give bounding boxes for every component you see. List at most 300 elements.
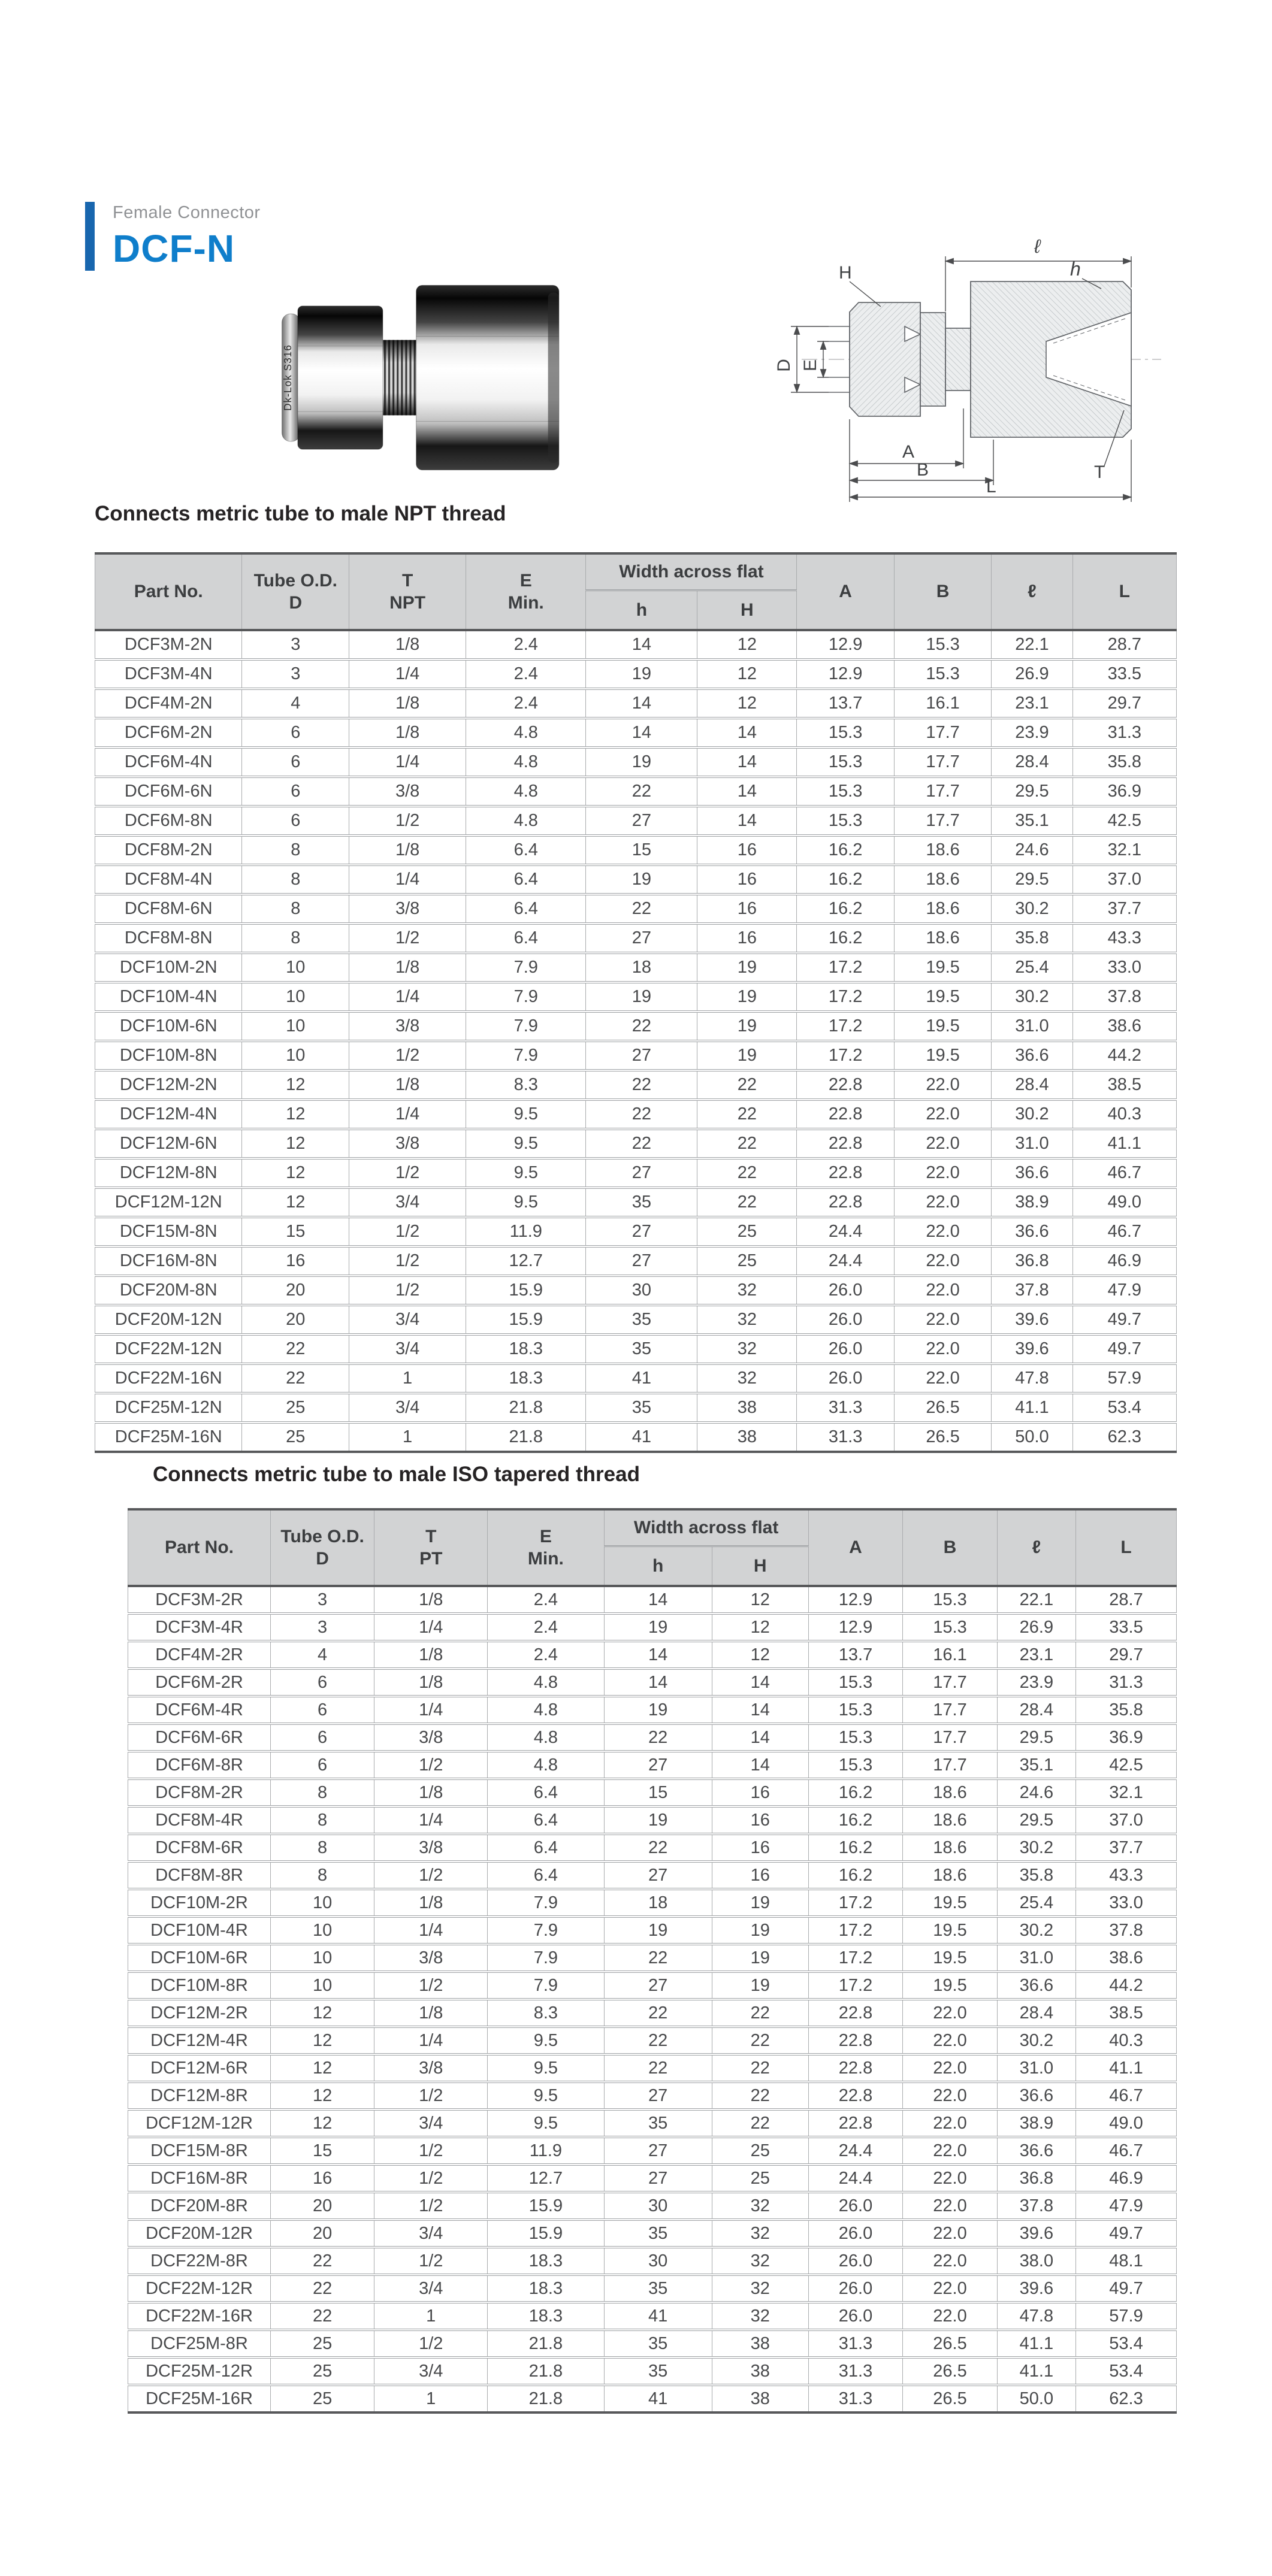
cell: DCF10M-4N — [95, 982, 242, 1012]
cell: 19.5 — [903, 1917, 998, 1944]
cell: 22.0 — [903, 2165, 998, 2192]
cell: 15.9 — [466, 1305, 586, 1334]
cell: 27 — [586, 1158, 697, 1188]
table-row — [128, 2220, 1177, 2247]
cell: 17.7 — [894, 777, 991, 806]
cell: 36.8 — [997, 2165, 1075, 2192]
cell: 37.8 — [1072, 982, 1176, 1012]
cell: 16.2 — [797, 924, 894, 953]
cell: 3/8 — [349, 1129, 466, 1158]
cell: 19.5 — [903, 1944, 998, 1972]
table-body — [95, 630, 1177, 1452]
cell: DCF4M-2N — [95, 689, 242, 718]
cell: 12 — [712, 1641, 808, 1669]
cell: 36.9 — [1072, 777, 1176, 806]
cell: 19.5 — [903, 1889, 998, 1917]
cell: 1/2 — [349, 1158, 466, 1188]
cell: 3/8 — [349, 894, 466, 924]
cell: 1/8 — [349, 689, 466, 718]
cell: 25 — [242, 1422, 349, 1452]
cell: 29.5 — [997, 1806, 1075, 1834]
cell: DCF12M-12R — [128, 2109, 271, 2137]
cell: 14 — [586, 689, 697, 718]
cell: 17.2 — [797, 1041, 894, 1070]
cell: 38.5 — [1072, 1070, 1176, 1100]
cell: 22.0 — [894, 1129, 991, 1158]
cell: 1/8 — [349, 1070, 466, 1100]
cell: 36.6 — [992, 1217, 1072, 1246]
cell: 4.8 — [466, 806, 586, 836]
cell: 18.3 — [488, 2275, 604, 2302]
cell: 22 — [242, 1364, 349, 1393]
cell: 15.3 — [903, 1586, 998, 1614]
table-row — [95, 689, 1177, 718]
cell: 21.8 — [488, 2385, 604, 2412]
cell: DCF10M-2R — [128, 1889, 271, 1917]
col-header-thread — [349, 553, 466, 630]
cell: 22 — [586, 1100, 697, 1129]
cell: 37.0 — [1076, 1806, 1177, 1834]
header-line: T — [425, 1526, 437, 1546]
cell: 32 — [712, 2247, 808, 2275]
cell: 1/2 — [349, 806, 466, 836]
cell: 12 — [242, 1129, 349, 1158]
cell: 36.9 — [1076, 1724, 1177, 1751]
table-row — [128, 2357, 1177, 2385]
technical-drawing — [766, 222, 1242, 506]
cell: 22 — [604, 2054, 712, 2082]
cell: 27 — [586, 806, 697, 836]
cell: 19 — [697, 1012, 797, 1041]
cell: DCF8M-8N — [95, 924, 242, 953]
cell: 47.8 — [992, 1364, 1072, 1393]
col-header-tube-od — [271, 1509, 374, 1586]
cell: 6 — [242, 718, 349, 747]
cell: 18.6 — [903, 1861, 998, 1889]
cell: 1/2 — [374, 2165, 488, 2192]
iso-table-section — [128, 1463, 1177, 2414]
cell: 8 — [271, 1861, 374, 1889]
cell: 8 — [242, 836, 349, 865]
cell: DCF15M-8N — [95, 1217, 242, 1246]
cell: 23.1 — [997, 1641, 1075, 1669]
col-header-a: A — [808, 1509, 903, 1586]
cell: 19 — [697, 982, 797, 1012]
cell: 14 — [697, 747, 797, 777]
cell: 16 — [271, 2165, 374, 2192]
cell: 4.8 — [488, 1696, 604, 1724]
cell: 23.9 — [997, 1669, 1075, 1696]
cell: 26.0 — [797, 1364, 894, 1393]
cell: 15 — [242, 1217, 349, 1246]
cell: 46.9 — [1072, 1246, 1176, 1276]
cell: 2.4 — [466, 689, 586, 718]
cell: 16 — [697, 836, 797, 865]
cell: 19 — [604, 1806, 712, 1834]
cell: 41.1 — [1076, 2054, 1177, 2082]
cell: 21.8 — [466, 1422, 586, 1452]
cell: 8.3 — [488, 1999, 604, 2027]
cell: 13.7 — [808, 1641, 903, 1669]
cell: 30 — [604, 2192, 712, 2220]
cell: 1/4 — [374, 2027, 488, 2054]
cell: 32 — [712, 2192, 808, 2220]
col-header-e-min — [488, 1509, 604, 1586]
cell: 30.2 — [997, 1834, 1075, 1861]
cell: 1/8 — [374, 1779, 488, 1806]
cell: 22.0 — [903, 2192, 998, 2220]
cell: 37.8 — [997, 2192, 1075, 2220]
cell: DCF6M-6N — [95, 777, 242, 806]
cell: 44.2 — [1072, 1041, 1176, 1070]
cell: 1/8 — [374, 1669, 488, 1696]
cell: 49.7 — [1072, 1334, 1176, 1364]
cell: 6.4 — [488, 1806, 604, 1834]
cell: 25 — [697, 1246, 797, 1276]
cell: 17.7 — [903, 1751, 998, 1779]
cell: 17.7 — [903, 1696, 998, 1724]
cell: 8 — [242, 894, 349, 924]
cell: 22.8 — [797, 1129, 894, 1158]
dim-E: E — [800, 359, 820, 372]
cell: 41.1 — [992, 1393, 1072, 1422]
dim-l: ℓ — [1034, 235, 1041, 257]
cell: DCF4M-2R — [128, 1641, 271, 1669]
cell: DCF6M-4R — [128, 1696, 271, 1724]
cell: 50.0 — [997, 2385, 1075, 2412]
cell: 46.9 — [1076, 2165, 1177, 2192]
cell: 41.1 — [997, 2357, 1075, 2385]
cell: 1/2 — [374, 1751, 488, 1779]
cell: 38.5 — [1076, 1999, 1177, 2027]
table-row — [128, 1724, 1177, 1751]
cell: 25 — [271, 2357, 374, 2385]
cell: DCF12M-2N — [95, 1070, 242, 1100]
cell: 8 — [271, 1834, 374, 1861]
cell: 30.2 — [992, 894, 1072, 924]
product-photo — [273, 268, 590, 487]
col-header-width-across-flat: Width across flat — [586, 553, 797, 591]
cell: 25 — [712, 2137, 808, 2165]
cell: 11.9 — [466, 1217, 586, 1246]
cell: 15.3 — [797, 718, 894, 747]
cell: 11.9 — [488, 2137, 604, 2165]
cell: 12 — [697, 689, 797, 718]
cell: 19.5 — [894, 982, 991, 1012]
cell: 1/2 — [349, 1217, 466, 1246]
col-header-l-small: ℓ — [997, 1509, 1075, 1586]
cell: 8 — [271, 1806, 374, 1834]
cell: 19 — [697, 953, 797, 982]
table-row — [128, 1806, 1177, 1834]
cell: 22.8 — [797, 1188, 894, 1217]
cell: 30.2 — [992, 1100, 1072, 1129]
cell: 17.7 — [894, 718, 991, 747]
cell: 43.3 — [1072, 924, 1176, 953]
cell: DCF3M-2R — [128, 1586, 271, 1614]
cell: DCF20M-12R — [128, 2220, 271, 2247]
cell: 1 — [349, 1422, 466, 1452]
cell: 18 — [586, 953, 697, 982]
cell: 22 — [586, 894, 697, 924]
cell: 23.1 — [992, 689, 1072, 718]
cell: 22 — [697, 1188, 797, 1217]
cell: 22.0 — [903, 2220, 998, 2247]
cell: 39.6 — [997, 2220, 1075, 2247]
cell: 22.0 — [903, 2027, 998, 2054]
cell: 26.0 — [808, 2302, 903, 2330]
cell: 31.3 — [797, 1422, 894, 1452]
cell: 20 — [242, 1305, 349, 1334]
cell: 16.2 — [797, 894, 894, 924]
table-row — [128, 1917, 1177, 1944]
cell: DCF6M-8N — [95, 806, 242, 836]
cell: 25.4 — [997, 1889, 1075, 1917]
cell: 1/2 — [374, 2330, 488, 2357]
cell: 48.1 — [1076, 2247, 1177, 2275]
table-row — [95, 1070, 1177, 1100]
table-body — [128, 1586, 1177, 2412]
npt-spec-table — [95, 552, 1177, 1453]
cell: 35 — [586, 1393, 697, 1422]
cell: 4.8 — [488, 1669, 604, 1696]
cell: 2.4 — [488, 1641, 604, 1669]
cell: 32 — [697, 1334, 797, 1364]
cell: 35 — [586, 1334, 697, 1364]
cell: 3/8 — [374, 1834, 488, 1861]
cell: 3/4 — [349, 1393, 466, 1422]
cell: 25.4 — [992, 953, 1072, 982]
cell: 38.6 — [1072, 1012, 1176, 1041]
cell: 22.0 — [894, 1158, 991, 1188]
cell: DCF12M-6R — [128, 2054, 271, 2082]
cell: 26.5 — [903, 2330, 998, 2357]
cell: 1/4 — [349, 982, 466, 1012]
table-row — [128, 2137, 1177, 2165]
cell: 38 — [712, 2385, 808, 2412]
cell: 1/2 — [349, 1041, 466, 1070]
cell: 31.0 — [992, 1129, 1072, 1158]
col-header-e-min — [466, 553, 586, 630]
cell: 18.6 — [903, 1779, 998, 1806]
cell: DCF8M-8R — [128, 1861, 271, 1889]
cell: 53.4 — [1076, 2330, 1177, 2357]
cell: 16 — [697, 894, 797, 924]
cell: DCF10M-2N — [95, 953, 242, 982]
cell: 38 — [697, 1422, 797, 1452]
cell: 1/4 — [374, 1696, 488, 1724]
cell: 22.0 — [894, 1217, 991, 1246]
cell: 3/4 — [349, 1305, 466, 1334]
cell: 7.9 — [488, 1972, 604, 1999]
cell: 31.3 — [808, 2357, 903, 2385]
cell: DCF3M-4N — [95, 659, 242, 689]
cell: 4.8 — [488, 1724, 604, 1751]
cell: DCF20M-8N — [95, 1276, 242, 1305]
cell: 14 — [712, 1751, 808, 1779]
cell: 31.3 — [797, 1393, 894, 1422]
cell: 7.9 — [488, 1917, 604, 1944]
cell: 22.0 — [894, 1305, 991, 1334]
cell: 16.2 — [808, 1834, 903, 1861]
cell: 37.0 — [1072, 865, 1176, 894]
table-row — [128, 1614, 1177, 1641]
table-row — [128, 2054, 1177, 2082]
cell: 37.8 — [1076, 1917, 1177, 1944]
cell: 35.8 — [997, 1861, 1075, 1889]
product-code: DCF-N — [113, 227, 235, 270]
header-line: E — [519, 570, 532, 591]
cell: 22.0 — [903, 2109, 998, 2137]
cell: 43.3 — [1076, 1861, 1177, 1889]
cell: 25 — [712, 2165, 808, 2192]
cell: 3/4 — [374, 2357, 488, 2385]
cell: 3/8 — [374, 2054, 488, 2082]
cell: 16 — [712, 1779, 808, 1806]
cell: 41 — [604, 2302, 712, 2330]
cell: 19.5 — [894, 953, 991, 982]
cell: 24.6 — [992, 836, 1072, 865]
cell: DCF22M-12R — [128, 2275, 271, 2302]
cell: 32 — [712, 2302, 808, 2330]
cell: 37.7 — [1076, 1834, 1177, 1861]
cell: 3/8 — [374, 1724, 488, 1751]
cell: 19 — [712, 1889, 808, 1917]
cell: DCF16M-8N — [95, 1246, 242, 1276]
cell: 36.8 — [992, 1246, 1072, 1276]
cell: 18.6 — [894, 924, 991, 953]
cell: 30.2 — [992, 982, 1072, 1012]
cell: 9.5 — [488, 2027, 604, 2054]
cell: 31.3 — [1076, 1669, 1177, 1696]
cell: 8 — [271, 1779, 374, 1806]
cell: 6.4 — [466, 894, 586, 924]
cell: DCF20M-8R — [128, 2192, 271, 2220]
cell: 18.6 — [894, 865, 991, 894]
cell: 57.9 — [1072, 1364, 1176, 1393]
cell: 49.0 — [1076, 2109, 1177, 2137]
cell: 22.0 — [903, 1999, 998, 2027]
cell: 1/2 — [374, 1861, 488, 1889]
table-row — [95, 1100, 1177, 1129]
cell: DCF25M-16N — [95, 1422, 242, 1452]
cell: DCF6M-2N — [95, 718, 242, 747]
table-row — [95, 1217, 1177, 1246]
cell: 19.5 — [894, 1041, 991, 1070]
cell: DCF8M-6N — [95, 894, 242, 924]
cell: 14 — [586, 630, 697, 659]
cell: DCF8M-2R — [128, 1779, 271, 1806]
table-row — [128, 1999, 1177, 2027]
col-header-part-no: Part No. — [95, 553, 242, 630]
cell: 24.4 — [797, 1217, 894, 1246]
table-row — [95, 630, 1177, 659]
dim-L: L — [986, 477, 996, 497]
cell: 57.9 — [1076, 2302, 1177, 2330]
cell: 28.7 — [1072, 630, 1176, 659]
cell: 28.7 — [1076, 1586, 1177, 1614]
cell: 14 — [712, 1696, 808, 1724]
cell: 47.8 — [997, 2302, 1075, 2330]
cell: 6.4 — [466, 836, 586, 865]
table-row — [128, 2302, 1177, 2330]
cell: 20 — [242, 1276, 349, 1305]
table-row — [95, 1158, 1177, 1188]
cell: 10 — [271, 1972, 374, 1999]
col-header-h-small: h — [604, 1546, 712, 1586]
cell: 35 — [604, 2109, 712, 2137]
cell: 41.1 — [1072, 1129, 1176, 1158]
cell: 12.7 — [466, 1246, 586, 1276]
cell: 16 — [697, 924, 797, 953]
cell: 15 — [586, 836, 697, 865]
cell: 10 — [271, 1944, 374, 1972]
cell: DCF6M-8R — [128, 1751, 271, 1779]
cell: 41 — [604, 2385, 712, 2412]
cell: 16.2 — [808, 1779, 903, 1806]
header-line: Tube O.D. — [280, 1526, 364, 1546]
cell: 37.8 — [992, 1276, 1072, 1305]
cell: 35.1 — [992, 806, 1072, 836]
cell: 27 — [604, 1861, 712, 1889]
cell: 35 — [604, 2220, 712, 2247]
cell: 25 — [242, 1393, 349, 1422]
cell: 1/4 — [349, 1100, 466, 1129]
cell: 30 — [604, 2247, 712, 2275]
cell: 19 — [712, 1917, 808, 1944]
cell: 22 — [712, 2027, 808, 2054]
cell: 15.3 — [894, 630, 991, 659]
cell: 14 — [712, 1724, 808, 1751]
iso-spec-table — [128, 1508, 1177, 2414]
col-header-l-small: ℓ — [992, 553, 1072, 630]
cell: 7.9 — [488, 1889, 604, 1917]
cell: 7.9 — [466, 1012, 586, 1041]
cell: 46.7 — [1072, 1217, 1176, 1246]
table-row — [95, 953, 1177, 982]
cell: DCF8M-4N — [95, 865, 242, 894]
cell: 26.5 — [894, 1422, 991, 1452]
cell: 20 — [271, 2192, 374, 2220]
cell: 16.2 — [797, 865, 894, 894]
product-title-block — [113, 202, 261, 271]
cell: 9.5 — [466, 1100, 586, 1129]
cell: 29.5 — [992, 865, 1072, 894]
cell: 1/2 — [374, 2247, 488, 2275]
cell: 24.6 — [997, 1779, 1075, 1806]
cell: 16 — [712, 1834, 808, 1861]
cell: 18.3 — [488, 2247, 604, 2275]
col-header-thread — [374, 1509, 488, 1586]
cell: 42.5 — [1076, 1751, 1177, 1779]
cell: 38 — [697, 1393, 797, 1422]
cell: 22 — [712, 2082, 808, 2109]
cell: DCF16M-8R — [128, 2165, 271, 2192]
cell: DCF12M-8R — [128, 2082, 271, 2109]
cell: DCF10M-6N — [95, 1012, 242, 1041]
cell: 29.5 — [992, 777, 1072, 806]
cell: 12 — [697, 630, 797, 659]
cell: 49.7 — [1072, 1305, 1176, 1334]
cell: 22.0 — [903, 2137, 998, 2165]
accent-bar — [85, 202, 95, 271]
cell: DCF25M-12R — [128, 2357, 271, 2385]
cell: 1/8 — [349, 953, 466, 982]
cell: 6 — [242, 747, 349, 777]
cell: 22 — [712, 2054, 808, 2082]
cell: 22 — [604, 1834, 712, 1861]
cell: 22 — [586, 1012, 697, 1041]
